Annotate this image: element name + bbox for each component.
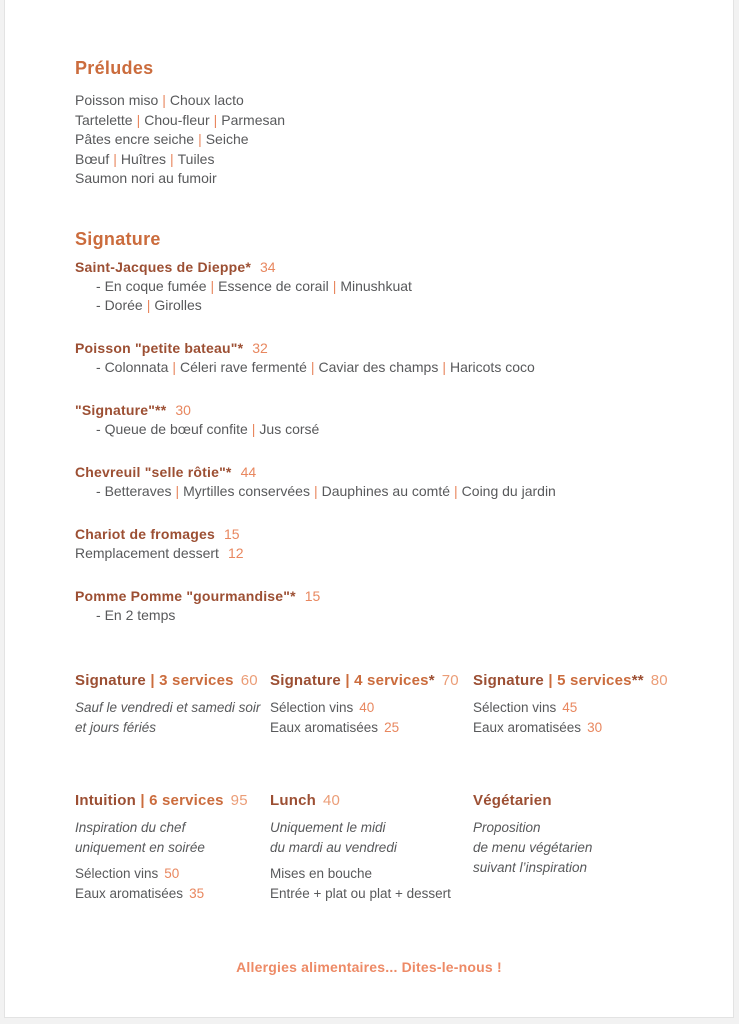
menu-formula-option: Entrée + plat ou plat + dessert [270, 886, 451, 901]
dish-extra: Remplacement dessert 12 [75, 544, 244, 561]
menu-formula-title: Signature [270, 671, 341, 689]
menu-formula-heading [473, 671, 697, 691]
separator-pipe-icon: | [146, 296, 151, 313]
menu-formula-options [270, 698, 473, 739]
dish-detail: - Queue de bœuf confite | Jus corsé [96, 420, 320, 437]
dish-name: Pomme Pomme "gourmandise"* [75, 587, 296, 604]
prelude-item: Pâtes encre seiche | Seiche [75, 131, 249, 147]
separator-pipe-icon: | [332, 277, 337, 294]
menu-formula-note: Inspiration du chef [75, 819, 186, 835]
menu-formula-heading [75, 671, 270, 691]
menu-formula-note: du mardi au vendredi [270, 839, 397, 855]
separator-pipe-icon: | [170, 150, 174, 167]
option-price: 45 [562, 699, 578, 715]
dish-name: "Signature"** [75, 401, 167, 418]
dish-detail: - Colonnata | Céleri rave fermenté | Caviar des champs | Haricots coco [96, 358, 535, 375]
menu-formula [75, 791, 270, 905]
dish [75, 463, 697, 501]
preludes-list [75, 91, 697, 189]
menu-formula-note: Proposition [473, 819, 541, 835]
dish-name: Chevreuil "selle rôtie"* [75, 463, 232, 480]
menu-formula-title: Signature [75, 671, 146, 689]
menu-page [4, 0, 734, 1018]
separator-pipe-icon: | [172, 358, 177, 375]
separator-pipe-icon: | [113, 150, 117, 167]
menu-formula [473, 671, 697, 739]
option-price: 35 [189, 886, 205, 901]
menu-formula-note: Uniquement le midi [270, 819, 386, 835]
separator-pipe-icon: | [210, 277, 215, 294]
menu-formula-option: Eaux aromatisées 35 [75, 886, 205, 901]
menu-formula-option: Mises en bouche [270, 865, 373, 881]
dish-price: 44 [240, 463, 257, 480]
option-price: 25 [384, 720, 400, 735]
menu-formula-marks: * [428, 671, 435, 689]
separator-pipe-icon: | [454, 482, 458, 499]
dish-header [75, 339, 697, 358]
menu-formula-options [473, 698, 697, 739]
separator-pipe-icon: | [198, 131, 202, 147]
menu-formula-title: Intuition [75, 791, 136, 809]
menu-formula-price: 95 [230, 791, 248, 809]
menu-formula-title: Lunch [270, 791, 316, 809]
dish-price: 15 [304, 587, 321, 604]
menu-formula-title: Signature [473, 671, 544, 689]
dish-price: 30 [175, 401, 191, 418]
separator-pipe-icon: | [313, 482, 318, 499]
menu-formula-price: 80 [650, 671, 668, 689]
menu-formula-price: 40 [323, 791, 341, 809]
option-price: 50 [164, 865, 180, 881]
separator-pipe-icon: | [213, 111, 218, 128]
prelude-item: Saumon nori au fumoir [75, 170, 217, 186]
menu-formula [270, 791, 473, 905]
menu-formula-options [270, 864, 473, 905]
dish-name: Poisson "petite bateau"* [75, 339, 244, 356]
menu-formula-option: Eaux aromatisées 30 [473, 720, 603, 735]
dish-header [75, 401, 697, 420]
menu-formula-note: et jours fériés [75, 719, 157, 735]
dish [75, 258, 697, 315]
menu-formula-options [75, 864, 270, 905]
dish-name: Saint-Jacques de Dieppe* [75, 258, 251, 275]
dish-price: 32 [252, 339, 268, 356]
dish-extra-price: 12 [227, 544, 244, 561]
menu-formula-option: Sélection vins 45 [473, 699, 578, 715]
menu-formula-services: | 5 services [543, 671, 632, 689]
dish-detail: - Dorée | Girolles [96, 296, 202, 313]
signature-title: Signature [75, 228, 161, 249]
option-price: 30 [587, 720, 603, 735]
dish-price: 15 [223, 525, 240, 542]
separator-pipe-icon: | [136, 111, 141, 128]
separator-pipe-icon: | [162, 92, 166, 108]
menu-content [5, 0, 733, 905]
menu-formula-services: | 6 services [135, 791, 224, 809]
separator-pipe-icon: | [175, 482, 180, 499]
dish-price: 34 [259, 258, 276, 275]
prelude-item: Tartelette | Chou-fleur | Parmesan [75, 111, 286, 128]
dish-list [75, 258, 697, 625]
dish-header [75, 463, 697, 482]
menu-formula-heading [270, 791, 473, 811]
separator-pipe-icon: | [310, 358, 315, 375]
menu-formula-option: Eaux aromatisées 25 [270, 720, 400, 735]
dish-detail: - Betteraves | Myrtilles conservées | Dauphines au comté | Coing du jardin [96, 482, 556, 499]
allergy-note: Allergies alimentaires... Dites-le-nous ! [236, 958, 502, 975]
dish-header [75, 587, 697, 606]
option-price: 40 [359, 699, 375, 715]
dish-detail: - En coque fumée | Essence de corail | Minushkuat [96, 277, 412, 294]
prelude-item: Bœuf | Huîtres | Tuiles [75, 150, 215, 167]
dish-header [75, 258, 697, 277]
menu-formula-services: | 4 services [340, 671, 429, 689]
menu-formulas [75, 671, 697, 905]
menu-formula-title: Végétarien [473, 791, 552, 809]
dish [75, 339, 697, 377]
dish-header [75, 525, 697, 544]
menu-formula-heading [270, 671, 473, 691]
menu-formula [473, 791, 697, 905]
menu-formula-heading [473, 791, 697, 811]
dish [75, 401, 697, 439]
menu-formula-services: | 3 services [145, 671, 234, 689]
menu-formula-marks: ** [631, 671, 644, 689]
separator-pipe-icon: | [442, 358, 446, 375]
dish-detail: - En 2 temps [96, 606, 176, 623]
menu-formula-price: 70 [441, 671, 459, 689]
dish [75, 587, 697, 625]
menu-formula-heading [75, 791, 270, 811]
menu-formula [270, 671, 473, 739]
dish [75, 525, 697, 563]
menu-formula-note: uniquement en soirée [75, 839, 205, 855]
menu-formula-note: de menu végétarien [473, 839, 593, 855]
menu-formula-price: 60 [240, 671, 258, 689]
preludes-title: Préludes [75, 58, 154, 78]
separator-pipe-icon: | [251, 420, 256, 437]
menu-formula [75, 671, 270, 739]
dish-name: Chariot de fromages [75, 525, 215, 542]
prelude-item: Poisson miso | Choux lacto [75, 92, 244, 108]
menu-formula-option: Sélection vins 40 [270, 699, 375, 715]
menu-formula-note: suivant l’inspiration [473, 859, 588, 875]
menu-formula-option: Sélection vins 50 [75, 865, 180, 881]
menu-formula-note: Sauf le vendredi et samedi soir [75, 699, 261, 715]
